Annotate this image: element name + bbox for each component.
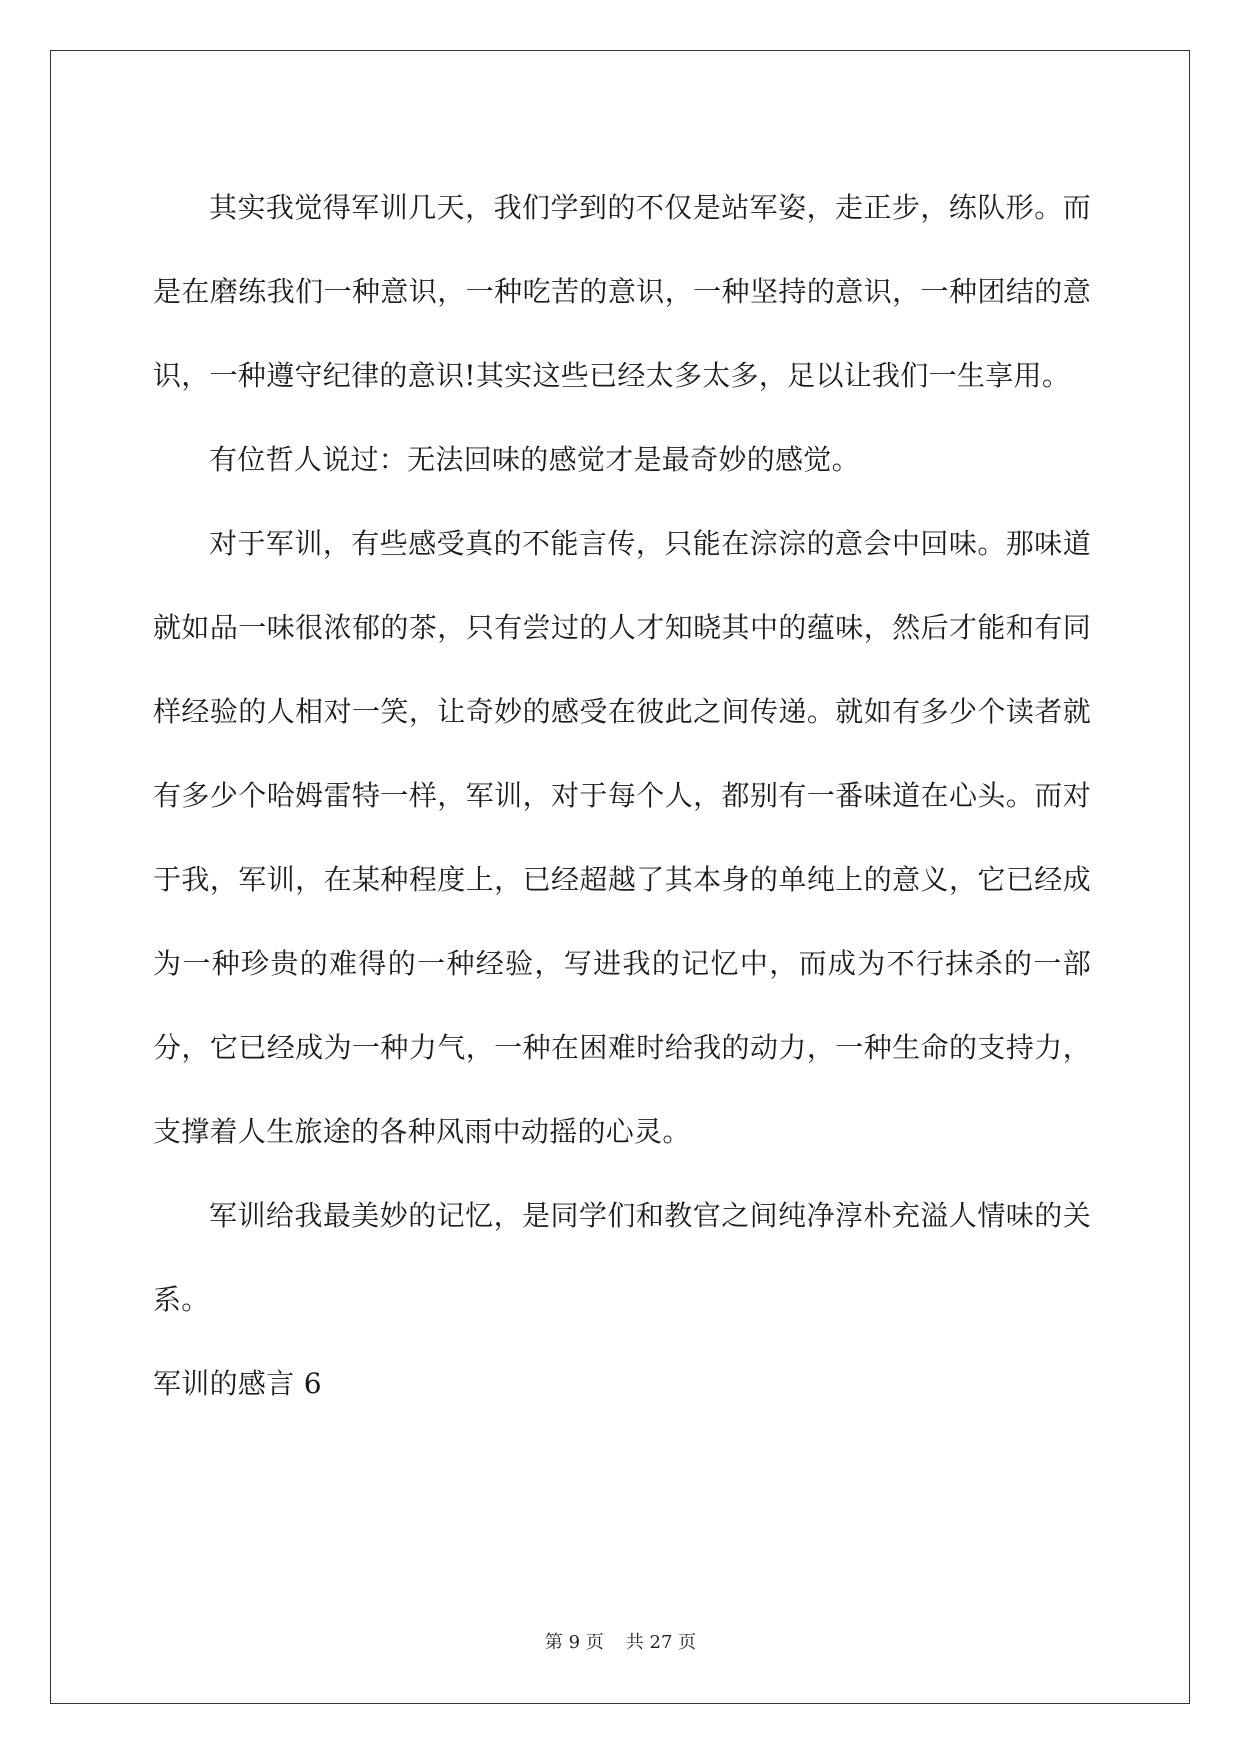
paragraph-1: 其实我觉得军训几天，我们学到的不仅是站军姿，走正步，练队形。而是在磨练我们一种意识，一种吃苦的意识，一种坚持的意识，一种团结的意识，一种遵守纪律的意识!其实这些已经太多太多，足以让我们一生享用。 [153, 191, 1091, 392]
paragraph-3: 对于军训，有些感受真的不能言传，只能在淙淙的意会中回味。那味道就如品一味很浓郁的茶，只有尝过的人才知晓其中的蕴味，然后才能和有同样经验的人相对一笑，让奇妙的感受在彼此之间传递。就如有多少个读者就有多少个哈姆雷特一样，军训，对于每个人，都别有一番味道在心头。而对于我，军训，在某种程度上，已经超越了其本身的单纯上的意义，它已经成为一种珍贵的难得的一种经验，写进我的记忆中，而成为不行抹杀的一部分，它已经成为一种力气，一种在困难时给我的动力，一种生命的支持力，支撑着人生旅途的各种风雨中动摇的心灵。 [153, 527, 1091, 1148]
page-total: 共 27 页 [625, 1632, 697, 1653]
page-footer [0, 1628, 1241, 1654]
document-body [153, 166, 1091, 1426]
paragraph-4: 军训给我最美妙的记忆，是同学们和教官之间纯净淳朴充溢人情味的关系。 [153, 1199, 1091, 1316]
section-heading: 军训的感言 6 [153, 1367, 322, 1400]
page-number: 第 9 页 [544, 1632, 604, 1653]
paragraph-2: 有位哲人说过：无法回味的感觉才是最奇妙的感觉。 [209, 443, 860, 476]
